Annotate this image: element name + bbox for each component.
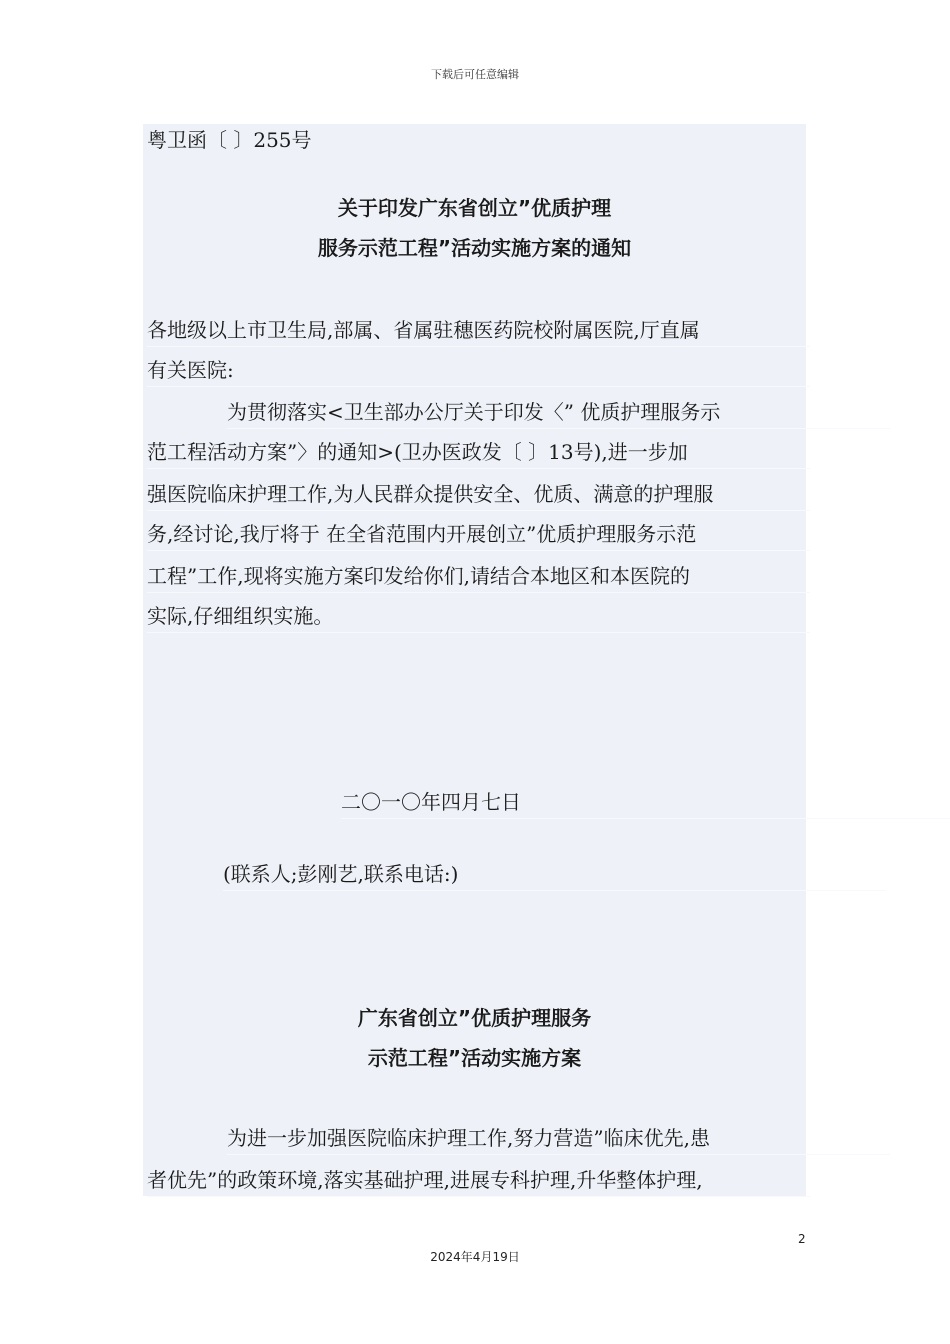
addressee-line-1: 各地级以上市卫生局,部属、省属驻穗医药院校附属医院,厅直属	[147, 314, 810, 347]
document-date: 二〇一〇年四月七日	[341, 786, 950, 819]
plan-title-line-2: 示范工程”活动实施方案	[367, 1046, 582, 1070]
body-line-4: 务,经讨论,我厅将于 在全省范围内开展创立”优质护理服务示范	[147, 518, 810, 551]
document-number: 粤卫函〔 〕255号	[147, 128, 312, 152]
contact-info: (联系人;彭刚艺,联系电话:)	[223, 858, 886, 891]
header-note: 下载后可任意编辑	[431, 68, 519, 81]
notice-title-line-1: 关于印发广东省创立”优质护理	[337, 196, 612, 220]
footer-date: 2024年4月19日	[430, 1250, 520, 1264]
body-line-1: 为贯彻落实<卫生部办公厅关于印发〈” 优质护理服务示	[227, 396, 890, 429]
body-line-5: 工程”工作,现将实施方案印发给你们,请结合本地区和本医院的	[147, 560, 810, 593]
addressee-line-2: 有关医院:	[147, 354, 810, 387]
body-line-2: 范工程活动方案”〉的通知>(卫办医政发〔 〕13号),进一步加	[147, 436, 810, 469]
notice-title-line-2: 服务示范工程”活动实施方案的通知	[317, 236, 632, 260]
plan-title-line-1: 广东省创立”优质护理服务	[357, 1006, 592, 1030]
plan-line-2: 者优先”的政策环境,落实基础护理,进展专科护理,升华整体护理,	[147, 1164, 810, 1197]
body-line-3: 强医院临床护理工作,为人民群众提供安全、优质、满意的护理服	[147, 478, 810, 511]
document-body	[143, 124, 806, 1196]
plan-line-1: 为进一步加强医院临床护理工作,努力营造”临床优先,患	[227, 1122, 890, 1155]
body-line-6: 实际,仔细组织实施。	[147, 600, 810, 633]
page-number: 2	[798, 1232, 806, 1246]
